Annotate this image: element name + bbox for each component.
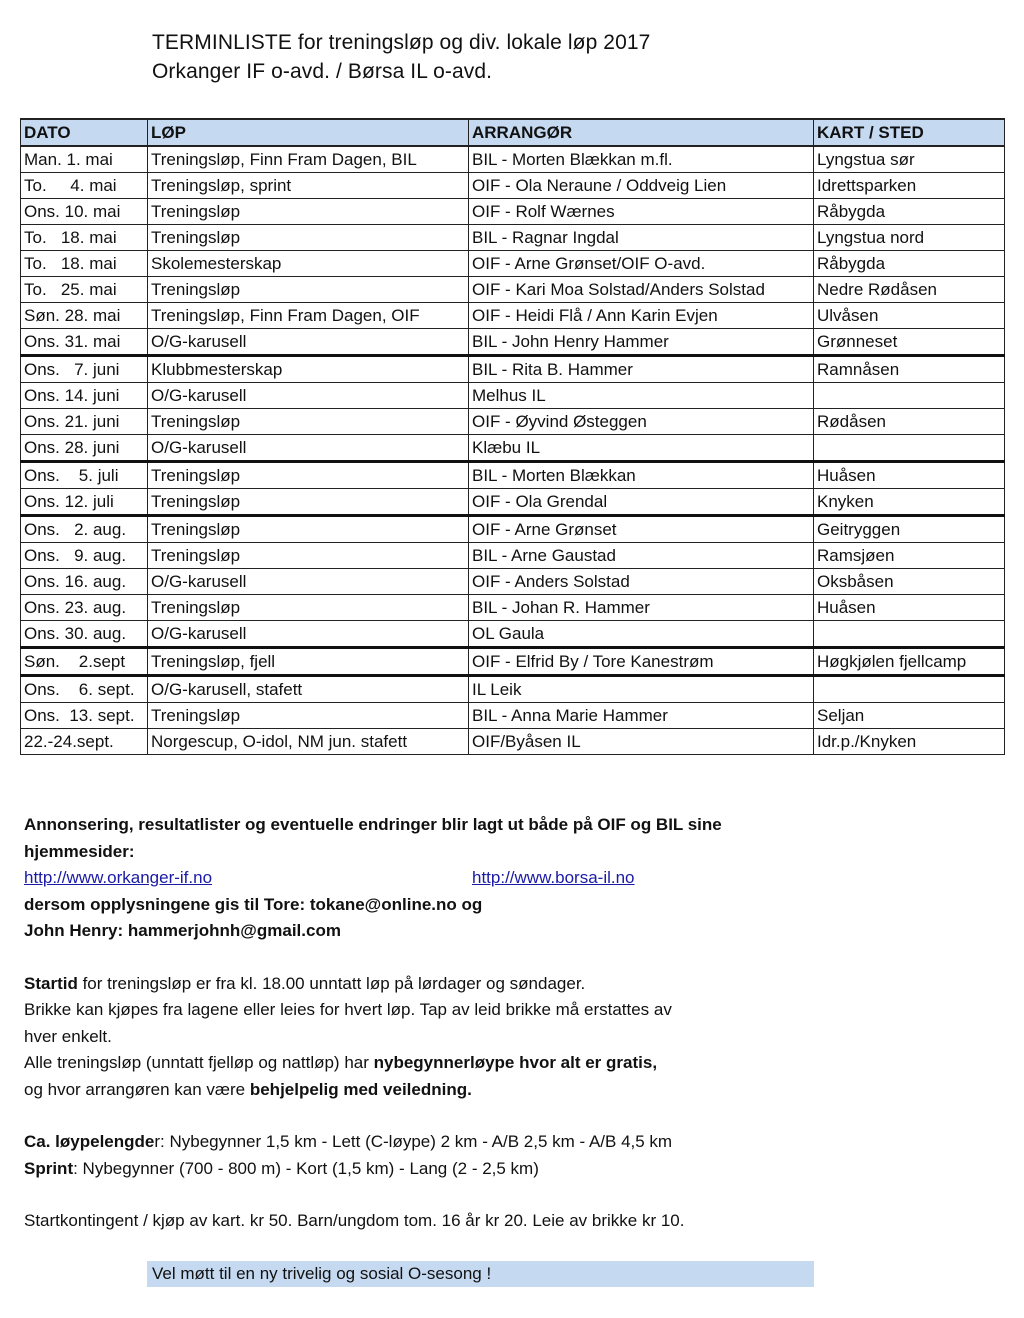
cell-arrangor: OIF - Ola Grendal: [469, 489, 814, 516]
cell-arrangor: Melhus IL: [469, 383, 814, 409]
title-line-2: Orkanger IF o-avd. / Børsa IL o-avd.: [152, 60, 493, 83]
link-borsa[interactable]: http://www.borsa-il.no: [472, 868, 635, 887]
contact-text-1: dersom opplysningene gis til Tore: tokane@online.no og: [24, 894, 483, 914]
beginner-pre: Alle treningsløp (unntatt fjelløp og nattløp) har: [24, 1053, 374, 1072]
cell-kart-sted: Knyken: [814, 489, 1005, 516]
announce-text-1: Annonsering, resultatlister og eventuelle endringer blir lagt ut både på OIF og BIL sine: [24, 815, 722, 834]
sprint-label: Sprint: [24, 1158, 74, 1178]
cell-lop: Treningsløp: [148, 703, 469, 729]
cell-dato: Ons. 12. juli: [21, 489, 148, 516]
cell-lop: O/G-karusell: [148, 621, 469, 648]
cell-kart-sted: [814, 676, 1005, 703]
schedule-table: [20, 118, 1005, 755]
cell-lop: Norgescup, O-idol, NM jun. stafett: [148, 729, 469, 755]
table-row: [21, 251, 1005, 277]
cell-lop: Treningsløp, fjell: [148, 648, 469, 676]
table-row: [21, 462, 1005, 489]
cell-kart-sted: Geitryggen: [814, 516, 1005, 543]
table-row: [21, 383, 1005, 409]
cell-arrangor: OIF - Arne Grønset/OIF O-avd.: [469, 251, 814, 277]
start-time-text: [24, 971, 764, 998]
cell-kart-sted: Råbygda: [814, 199, 1005, 225]
cell-dato: Ons. 13. sept.: [21, 703, 148, 729]
cell-dato: 22.-24.sept.: [21, 729, 148, 755]
table-row: [21, 569, 1005, 595]
cell-dato: Ons. 14. juni: [21, 383, 148, 409]
table-row: [21, 199, 1005, 225]
cell-dato: Ons. 30. aug.: [21, 621, 148, 648]
cell-lop: Treningsløp: [148, 489, 469, 516]
course-length-rest: r: Nybegynner 1,5 km - Lett (C-løype) 2 km - A/B 2,5 km - A/B 4,5 km: [154, 1132, 673, 1151]
cell-arrangor: Klæbu IL: [469, 435, 814, 462]
cell-arrangor: BIL - Arne Gaustad: [469, 543, 814, 569]
cell-arrangor: BIL - Johan R. Hammer: [469, 595, 814, 621]
links-row: [24, 865, 764, 892]
course-length-label: Ca. løypelengde: [24, 1132, 155, 1151]
welcome-banner: [147, 1261, 814, 1287]
welcome-text: Vel møtt til en ny trivelig og sosial O-sesong !: [152, 1264, 492, 1283]
table-row: [21, 703, 1005, 729]
cell-arrangor: OL Gaula: [469, 621, 814, 648]
cell-arrangor: OIF - Elfrid By / Tore Kanestrøm: [469, 648, 814, 676]
cell-dato: Ons. 10. mai: [21, 199, 148, 225]
cell-arrangor: OIF - Øyvind Østeggen: [469, 409, 814, 435]
table-row: [21, 329, 1005, 356]
table-row: [21, 356, 1005, 383]
cell-dato: Man. 1. mai: [21, 146, 148, 173]
cell-lop: Treningsløp: [148, 516, 469, 543]
cell-lop: Treningsløp, Finn Fram Dagen, OIF: [148, 303, 469, 329]
cell-dato: Ons. 2. aug.: [21, 516, 148, 543]
document-title: [152, 28, 650, 86]
cell-dato: To. 25. mai: [21, 277, 148, 303]
brikke-text-2: hver enkelt.: [24, 1026, 112, 1046]
cell-kart-sted: Rødåsen: [814, 409, 1005, 435]
cell-arrangor: BIL - Rita B. Hammer: [469, 356, 814, 383]
cell-kart-sted: Idrettsparken: [814, 173, 1005, 199]
beginner-text: [24, 1050, 764, 1077]
cell-arrangor: BIL - Morten Blækkan: [469, 462, 814, 489]
cell-arrangor: OIF/Byåsen IL: [469, 729, 814, 755]
cell-kart-sted: Ulvåsen: [814, 303, 1005, 329]
cell-kart-sted: Huåsen: [814, 595, 1005, 621]
cell-dato: Ons. 16. aug.: [21, 569, 148, 595]
cell-kart-sted: Høgkjølen fjellcamp: [814, 648, 1005, 676]
cell-dato: Ons. 28. juni: [21, 435, 148, 462]
cell-arrangor: BIL - Anna Marie Hammer: [469, 703, 814, 729]
cell-lop: O/G-karusell: [148, 569, 469, 595]
cell-arrangor: OIF - Kari Moa Solstad/Anders Solstad: [469, 277, 814, 303]
fee-text: Startkontingent / kjøp av kart. kr 50. Barn/ungdom tom. 16 år kr 20. Leie av brikke kr 10.: [24, 1211, 685, 1230]
sprint-length-text: [24, 1156, 764, 1183]
cell-dato: Søn. 2.sept: [21, 648, 148, 676]
cell-arrangor: OIF - Ola Neraune / Oddveig Lien: [469, 173, 814, 199]
table-row: [21, 489, 1005, 516]
table-row: [21, 146, 1005, 173]
cell-dato: To. 18. mai: [21, 225, 148, 251]
cell-lop: Treningsløp: [148, 225, 469, 251]
header-lop: LØP: [148, 119, 469, 146]
cell-kart-sted: Lyngstua nord: [814, 225, 1005, 251]
cell-arrangor: BIL - John Henry Hammer: [469, 329, 814, 356]
beginner-bold: nybegynnerløype hvor alt er gratis,: [373, 1053, 658, 1072]
cell-lop: Klubbmesterskap: [148, 356, 469, 383]
cell-dato: To. 4. mai: [21, 173, 148, 199]
table-row: [21, 277, 1005, 303]
cell-dato: Ons. 21. juni: [21, 409, 148, 435]
cell-dato: Søn. 28. mai: [21, 303, 148, 329]
table-row: [21, 648, 1005, 676]
cell-arrangor: BIL - Ragnar Ingdal: [469, 225, 814, 251]
start-time-rest: for treningsløp er fra kl. 18.00 unntatt løp på lørdager og søndager.: [77, 973, 586, 993]
cell-kart-sted: Ramnåsen: [814, 356, 1005, 383]
table-row: [21, 435, 1005, 462]
cell-arrangor: IL Leik: [469, 676, 814, 703]
cell-kart-sted: Grønneset: [814, 329, 1005, 356]
cell-kart-sted: Ramsjøen: [814, 543, 1005, 569]
cell-dato: Ons. 6. sept.: [21, 676, 148, 703]
cell-arrangor: OIF - Rolf Wærnes: [469, 199, 814, 225]
cell-dato: To. 18. mai: [21, 251, 148, 277]
cell-arrangor: OIF - Heidi Flå / Ann Karin Evjen: [469, 303, 814, 329]
table-row: [21, 595, 1005, 621]
cell-lop: Treningsløp: [148, 277, 469, 303]
header-kart-sted: KART / STED: [814, 119, 1005, 146]
header-arrangor: ARRANGØR: [469, 119, 814, 146]
cell-lop: Treningsløp: [148, 199, 469, 225]
cell-kart-sted: Huåsen: [814, 462, 1005, 489]
header-dato: DATO: [21, 119, 148, 146]
cell-kart-sted: Råbygda: [814, 251, 1005, 277]
announce-text-2: hjemmesider:: [24, 841, 135, 861]
table-row: [21, 516, 1005, 543]
contact-text-2: John Henry: hammerjohnh@gmail.com: [24, 921, 341, 940]
cell-lop: Treningsløp, sprint: [148, 173, 469, 199]
cell-lop: O/G-karusell: [148, 329, 469, 356]
cell-lop: Treningsløp: [148, 462, 469, 489]
cell-lop: O/G-karusell: [148, 383, 469, 409]
cell-dato: Ons. 9. aug.: [21, 543, 148, 569]
cell-dato: Ons. 31. mai: [21, 329, 148, 356]
table-row: [21, 676, 1005, 703]
cell-kart-sted: Lyngstua sør: [814, 146, 1005, 173]
cell-dato: Ons. 23. aug.: [21, 595, 148, 621]
guidance-bold: behjelpelig med veiledning.: [249, 1079, 472, 1099]
table-row: [21, 543, 1005, 569]
cell-lop: Treningsløp: [148, 595, 469, 621]
course-length-text: [24, 1129, 764, 1156]
cell-lop: O/G-karusell: [148, 435, 469, 462]
start-time-label: Startid: [24, 973, 78, 993]
title-line-1: TERMINLISTE for treningsløp og div. lokale løp 2017: [152, 31, 651, 54]
brikke-text-1: Brikke kan kjøpes fra lagene eller leies for hvert løp. Tap av leid brikke må erstattes av: [24, 1000, 672, 1019]
cell-lop: Treningsløp, Finn Fram Dagen, BIL: [148, 146, 469, 173]
cell-arrangor: OIF - Arne Grønset: [469, 516, 814, 543]
notes-section: [24, 812, 764, 1235]
table-row: [21, 621, 1005, 648]
cell-kart-sted: [814, 435, 1005, 462]
table-row: [21, 729, 1005, 755]
guidance-pre: og hvor arrangøren kan være: [24, 1079, 250, 1099]
cell-kart-sted: [814, 621, 1005, 648]
cell-arrangor: BIL - Morten Blækkan m.fl.: [469, 146, 814, 173]
table-row: [21, 409, 1005, 435]
cell-kart-sted: Oksbåsen: [814, 569, 1005, 595]
guidance-text: [24, 1077, 764, 1104]
cell-kart-sted: Idr.p./Knyken: [814, 729, 1005, 755]
cell-kart-sted: Seljan: [814, 703, 1005, 729]
cell-lop: O/G-karusell, stafett: [148, 676, 469, 703]
table-row: [21, 173, 1005, 199]
link-orkanger[interactable]: http://www.orkanger-if.no: [24, 868, 213, 887]
cell-kart-sted: [814, 383, 1005, 409]
cell-lop: Skolemesterskap: [148, 251, 469, 277]
cell-dato: Ons. 7. juni: [21, 356, 148, 383]
table-header-row: [21, 119, 1005, 146]
table-row: [21, 303, 1005, 329]
table-row: [21, 225, 1005, 251]
cell-kart-sted: Nedre Rødåsen: [814, 277, 1005, 303]
cell-lop: Treningsløp: [148, 409, 469, 435]
cell-arrangor: OIF - Anders Solstad: [469, 569, 814, 595]
sprint-rest: : Nybegynner (700 - 800 m) - Kort (1,5 km) - Lang (2 - 2,5 km): [73, 1158, 539, 1178]
cell-lop: Treningsløp: [148, 543, 469, 569]
cell-dato: Ons. 5. juli: [21, 462, 148, 489]
